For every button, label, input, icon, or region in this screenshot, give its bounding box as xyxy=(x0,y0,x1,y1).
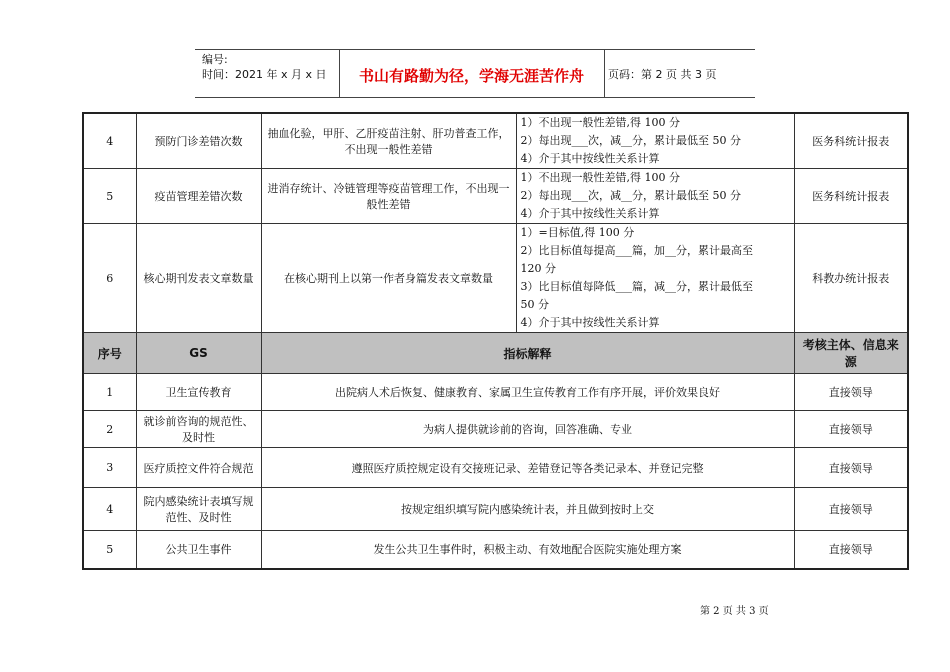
info-source: 直接领导 xyxy=(794,374,908,411)
table-row xyxy=(83,488,908,531)
scoring-rules xyxy=(516,224,794,333)
gs-name: 卫生宣传教育 xyxy=(136,374,261,411)
scoring-rule: 4）介于其中按线性关系计算 xyxy=(520,152,660,165)
table-row xyxy=(83,374,908,411)
scoring-rule: 50 分 xyxy=(520,298,549,311)
scoring-rules xyxy=(516,113,794,169)
scoring-rule: 3）比目标值每降低___篇，减__分，累计最低至 xyxy=(520,280,753,293)
info-source: 直接领导 xyxy=(794,488,908,531)
table-row xyxy=(83,411,908,448)
scoring-rule: 2）比目标值每提高___篇，加__分，累计最高至 xyxy=(520,244,753,257)
row-number: 5 xyxy=(83,531,136,569)
info-source: 科教办统计报表 xyxy=(794,224,908,333)
indicator-definition: 抽血化验，甲肝、乙肝疫苗注射、肝功普查工作，不出现一般性差错 xyxy=(261,113,516,169)
scoring-rule: 1）=目标值,得 100 分 xyxy=(520,226,635,239)
table-row xyxy=(83,448,908,488)
header-motto: 书山有路勤为径，学海无涯苦作舟 xyxy=(358,67,584,85)
scoring-rule: 2）每出现___次，减__分，累计最低至 50 分 xyxy=(520,134,741,147)
row-number: 2 xyxy=(83,411,136,448)
gs-name: 院内感染统计表填写规范性、及时性 xyxy=(136,488,261,531)
table-row xyxy=(83,113,908,169)
scoring-rule: 4）介于其中按线性关系计算 xyxy=(520,207,660,220)
gs-explanation: 为病人提供就诊前的咨询，回答准确、专业 xyxy=(261,411,794,448)
header-divider xyxy=(604,50,605,97)
indicator-name: 核心期刊发表文章数量 xyxy=(136,224,261,333)
gs-explanation: 遵照医疗质控规定设有交接班记录、差错登记等各类记录本、并登记完整 xyxy=(261,448,794,488)
scoring-rule: 4）介于其中按线性关系计算 xyxy=(520,316,660,329)
table-row xyxy=(83,169,908,224)
page-footer: 第 2 页 共 3 页 xyxy=(700,606,769,617)
document-number-label: 编号: xyxy=(202,53,228,66)
indicator-definition: 在核心期刊上以第一作者身篇发表文章数量 xyxy=(261,224,516,333)
row-number: 3 xyxy=(83,448,136,488)
column-header-source: 考核主体、信息来源 xyxy=(794,333,908,374)
row-number: 4 xyxy=(83,113,136,169)
scoring-rule: 1）不出现一般性差错,得 100 分 xyxy=(520,116,680,129)
table-row xyxy=(83,531,908,569)
document-header xyxy=(195,49,755,98)
gs-header-row xyxy=(83,333,908,374)
page-indicator: 页码：第 2 页 共 3 页 xyxy=(608,68,717,81)
gs-explanation: 按规定组织填写院内感染统计表，并且做到按时上交 xyxy=(261,488,794,531)
info-source: 医务科统计报表 xyxy=(794,169,908,224)
indicator-name: 预防门诊差错次数 xyxy=(136,113,261,169)
info-source: 医务科统计报表 xyxy=(794,113,908,169)
scoring-rule: 2）每出现___次，减__分，累计最低至 50 分 xyxy=(520,189,741,202)
document-date: 时间：2021 年 x 月 x 日 xyxy=(202,68,327,81)
gs-name: 医疗质控文件符合规范 xyxy=(136,448,261,488)
assessment-table xyxy=(82,112,909,570)
row-number: 6 xyxy=(83,224,136,333)
gs-name: 公共卫生事件 xyxy=(136,531,261,569)
row-number: 4 xyxy=(83,488,136,531)
gs-explanation: 出院病人术后恢复、健康教育、家属卫生宣传教育工作有序开展，评价效果良好 xyxy=(261,374,794,411)
scoring-rule: 120 分 xyxy=(520,262,556,275)
gs-explanation: 发生公共卫生事件时，积极主动、有效地配合医院实施处理方案 xyxy=(261,531,794,569)
column-header-number: 序号 xyxy=(83,333,136,374)
indicator-definition: 进消存统计、冷链管理等疫苗管理工作，不出现一般性差错 xyxy=(261,169,516,224)
column-header-explanation: 指标解释 xyxy=(261,333,794,374)
table-row xyxy=(83,224,908,333)
column-header-gs: GS xyxy=(136,333,261,374)
indicator-name: 疫苗管理差错次数 xyxy=(136,169,261,224)
info-source: 直接领导 xyxy=(794,531,908,569)
info-source: 直接领导 xyxy=(794,448,908,488)
row-number: 1 xyxy=(83,374,136,411)
gs-name: 就诊前咨询的规范性、及时性 xyxy=(136,411,261,448)
info-source: 直接领导 xyxy=(794,411,908,448)
row-number: 5 xyxy=(83,169,136,224)
scoring-rules xyxy=(516,169,794,224)
scoring-rule: 1）不出现一般性差错,得 100 分 xyxy=(520,171,680,184)
